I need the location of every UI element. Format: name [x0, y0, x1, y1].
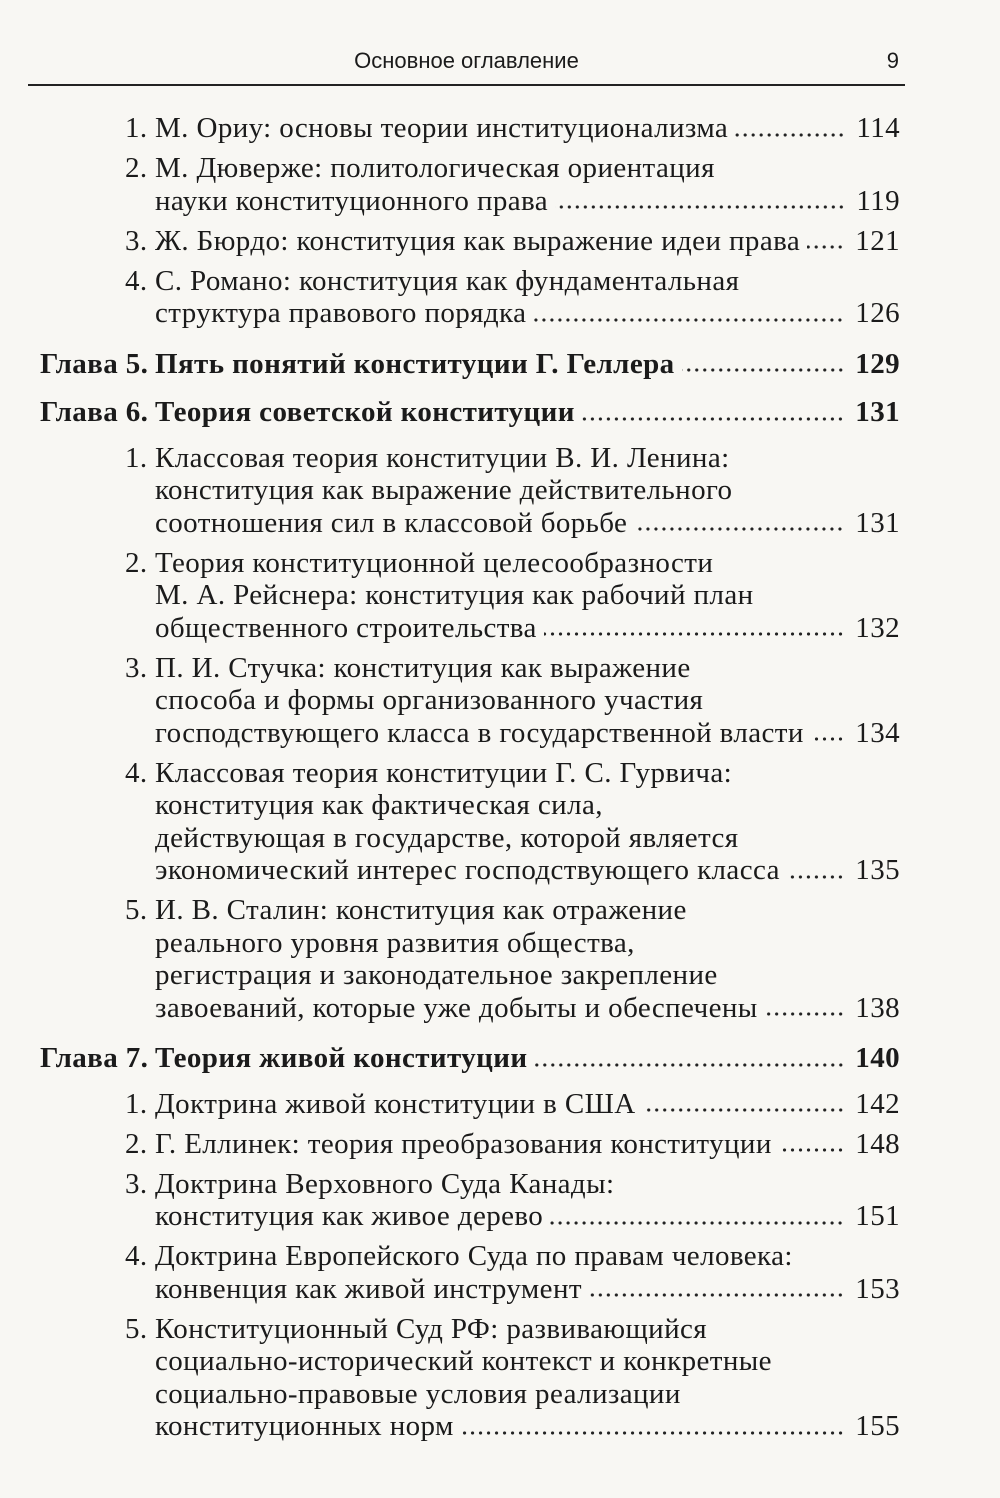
toc-page-number: 121 — [855, 224, 900, 257]
toc-entry-text-line: завоеваний, которые уже добыты и обеспечены — [155, 991, 758, 1024]
dot-leader — [779, 1148, 847, 1152]
toc-page-number: 155 — [855, 1410, 900, 1442]
toc-entry-last-line — [155, 1128, 900, 1161]
toc-entry-number: 1. — [125, 112, 148, 144]
toc-entry-text-line: С. Романо: конституция как фундаментальная — [155, 264, 740, 297]
toc-page-number: 135 — [855, 854, 900, 886]
toc-entry — [40, 757, 900, 887]
toc-entry-text-line: действующая в государстве, которой является — [155, 821, 739, 854]
toc-entry-number: 3. — [125, 224, 148, 257]
toc-entry-last-line — [155, 297, 900, 330]
toc-page-number: 114 — [856, 112, 900, 144]
toc-entry-text-line: конституционных норм — [155, 1410, 454, 1442]
toc-entry-last-line — [155, 1200, 900, 1233]
toc-page-number: 153 — [855, 1272, 900, 1305]
chapter-title: Теория советской конституции — [155, 396, 575, 428]
toc-page-number: 140 — [855, 1042, 900, 1074]
toc-entry-text-line: П. И. Стучка: конституция как выражение — [155, 651, 691, 684]
toc-entry — [40, 1168, 900, 1233]
dot-leader — [643, 1108, 847, 1112]
toc-entry-text-line: Г. Еллинек: теория преобразования конституции — [155, 1127, 772, 1160]
toc-entry-number: 2. — [125, 546, 148, 579]
chapter-title: Теория живой конституции — [155, 1042, 528, 1074]
chapter-title-line — [155, 348, 900, 381]
toc-entry-number: 3. — [125, 651, 148, 684]
running-header — [28, 42, 905, 86]
toc-entry-text-line: способа и формы организованного участия — [155, 684, 704, 716]
toc-page-number: 151 — [855, 1200, 900, 1232]
toc-entry-number: 2. — [125, 152, 148, 184]
toc-entry-text-line: Ж. Бюрдо: конституция как выражение идеи права — [155, 224, 801, 257]
toc-entry-last-line — [155, 992, 900, 1025]
dot-leader — [634, 527, 846, 531]
toc-entry — [40, 265, 900, 330]
chapter-label: Глава 7. — [40, 1042, 149, 1074]
toc-entry-text-line: конституция как выражение действительного — [155, 474, 733, 506]
toc-entry-text-line: конституция как фактическая сила, — [155, 789, 603, 821]
dot-leader — [461, 1431, 847, 1435]
toc-entry-number: 3. — [125, 1167, 148, 1200]
chapter-title-line — [155, 1042, 900, 1075]
toc-entry-number: 2. — [125, 1127, 148, 1160]
dot-leader — [682, 368, 847, 372]
toc-page-number: 148 — [855, 1127, 900, 1160]
toc-entry-last-line — [155, 507, 900, 540]
toc-entry — [40, 1088, 900, 1121]
toc-entry-last-line — [155, 1273, 900, 1306]
dot-leader — [544, 632, 847, 636]
toc-entry — [40, 894, 900, 1024]
toc-entry — [40, 442, 900, 540]
toc-entry — [40, 225, 900, 258]
toc-entry-text-line: господствующего класса в государственной власти — [155, 716, 804, 749]
toc-entry-text-line: структура правового порядка — [155, 297, 527, 329]
toc-page-number: 134 — [855, 716, 900, 749]
dot-leader — [533, 318, 846, 322]
toc-entry-number: 5. — [125, 1312, 148, 1345]
dot-leader — [589, 1293, 846, 1297]
toc-page-number: 132 — [855, 611, 900, 644]
toc-entry-text-line: И. В. Сталин: конституция как отражение — [155, 894, 687, 926]
toc-entry-last-line — [155, 612, 900, 645]
toc-entry-text-line: конвенция как живой инструмент — [155, 1272, 582, 1305]
toc-entry-text-line: Конституционный Суд РФ: развивающийся — [155, 1312, 708, 1345]
toc-page-number: 119 — [856, 184, 900, 217]
toc-entry-text-line: Доктрина Европейского Суда по правам человека: — [155, 1240, 793, 1272]
dot-leader — [811, 737, 847, 741]
toc-entry-text-line: соотношения сил в классовой борьбе — [155, 506, 628, 539]
toc-entry-text-line: Классовая теория конституции Г. С. Гурвича: — [155, 756, 733, 789]
toc-entry-text-line: общественного строительства — [155, 611, 537, 644]
chapter-heading — [40, 1042, 900, 1075]
toc-entry — [40, 1128, 900, 1161]
toc-entry-text-line: Доктрина Верховного Суда Канады: — [155, 1167, 615, 1200]
chapter-title: Пять понятий конституции Г. Геллера — [155, 347, 675, 380]
toc-entry-last-line — [155, 185, 900, 218]
toc-entry-last-line — [155, 225, 900, 258]
toc-entry-text-line: Классовая теория конституции В. И. Ленина: — [155, 441, 730, 474]
toc-entry — [40, 547, 900, 645]
chapter-heading — [40, 348, 900, 381]
toc-page-number: 129 — [855, 347, 900, 380]
dot-leader — [765, 1012, 847, 1016]
toc-page-number: 126 — [855, 297, 900, 329]
dot-leader — [550, 1221, 846, 1225]
toc-entry-text-line: Доктрина живой конституции в США — [155, 1087, 636, 1120]
toc-entry-last-line — [155, 1410, 900, 1443]
toc-entry-text-line: экономический интерес господствующего класса — [155, 854, 780, 886]
dot-leader — [787, 875, 846, 879]
chapter-label: Глава 6. — [40, 396, 149, 428]
dot-leader — [555, 205, 847, 209]
toc-entry-text-line: науки конституционного права — [155, 184, 549, 217]
toc-entry — [40, 112, 900, 145]
toc-page-number: 142 — [855, 1087, 900, 1120]
dot-leader — [807, 245, 846, 249]
toc-entry-number: 4. — [125, 264, 148, 297]
toc-entry-text-line: Теория конституционной целесообразности — [155, 546, 714, 579]
toc-entry-number: 1. — [125, 441, 148, 474]
toc-entry — [40, 652, 900, 750]
toc-entry-last-line — [155, 717, 900, 750]
running-header-title: Основное оглавление — [354, 48, 579, 73]
toc-entry — [40, 1313, 900, 1443]
toc-page-number: 131 — [855, 506, 900, 539]
toc-entry-text-line: реального уровня развития общества, — [155, 926, 635, 959]
toc-entry-text-line: социально-правовые условия реализации — [155, 1377, 681, 1410]
toc-entry — [40, 1240, 900, 1305]
toc-entry-last-line — [155, 112, 900, 145]
toc-page-number: 138 — [855, 991, 900, 1024]
toc-page-number: 131 — [855, 396, 900, 428]
dot-leader — [735, 133, 847, 137]
toc-entry-last-line — [155, 854, 900, 887]
chapter-label: Глава 5. — [40, 347, 149, 380]
dot-leader — [582, 417, 846, 421]
toc-entry-number: 1. — [125, 1087, 148, 1120]
chapter-heading — [40, 396, 900, 429]
toc-entry-text-line: конституция как живое дерево — [155, 1200, 544, 1232]
toc-entry-number: 4. — [125, 1240, 148, 1272]
toc-entry-text-line: регистрация и законодательное закрепление — [155, 959, 718, 991]
toc-entry-number: 4. — [125, 756, 148, 789]
dot-leader — [535, 1063, 847, 1067]
toc-entry — [40, 152, 900, 217]
toc-entry-number: 5. — [125, 894, 148, 926]
table-of-contents — [40, 112, 900, 1443]
toc-entry-text-line: М. Ориу: основы теории институционализма — [155, 112, 729, 144]
toc-entry-text-line: социально-исторический контекст и конкретные — [155, 1345, 772, 1377]
toc-entry-text-line: М. Дюверже: политологическая ориентация — [155, 152, 715, 184]
chapter-title-line — [155, 396, 900, 429]
toc-entry-last-line — [155, 1088, 900, 1121]
toc-entry-text-line: М. А. Рейснера: конституция как рабочий план — [155, 579, 754, 611]
page-number: 9 — [886, 48, 899, 73]
